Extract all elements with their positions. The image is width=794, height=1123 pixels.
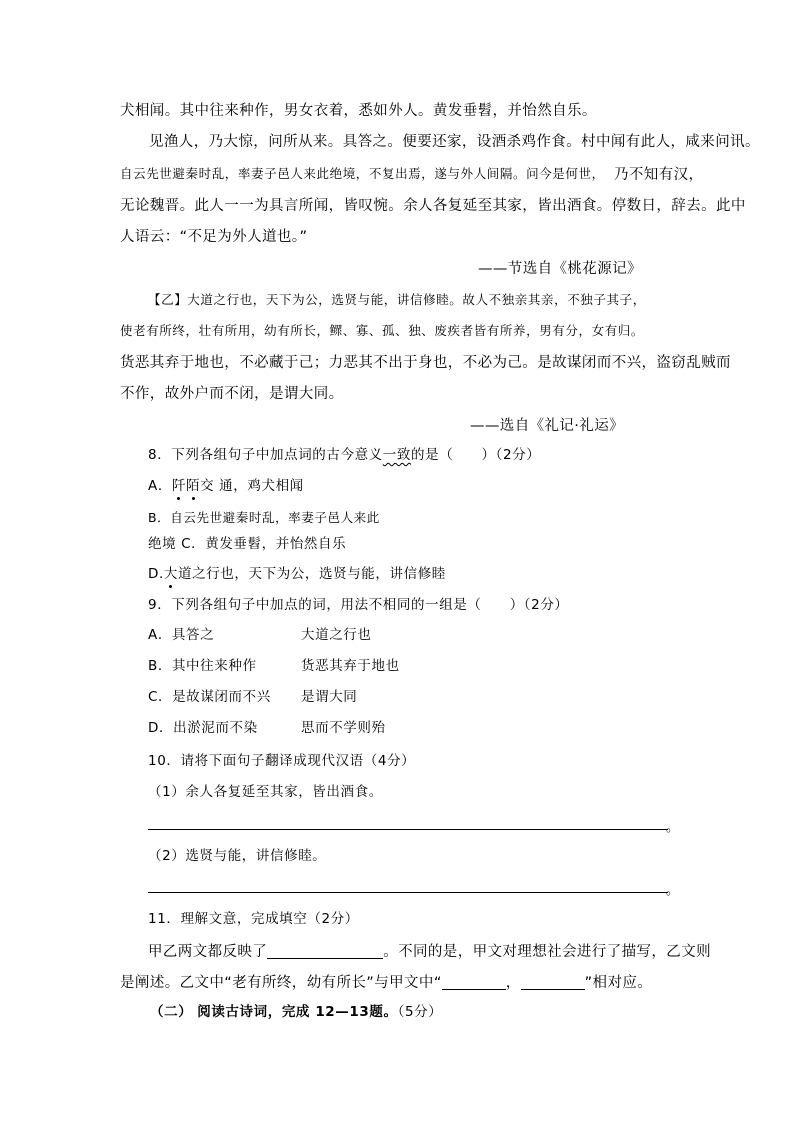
q11-blank-1[interactable] [267,944,383,959]
passage-yi-line-2: 使老有所终，壮有所用，幼有所长，鳏、寡、孤、独、废疾者皆有所养，男有分，女有归。 [120,323,645,338]
q8-option-b-line-2-and-c[interactable]: 绝境 C．黄发垂髫，并怡然自乐 [148,536,347,552]
dotted-char: 大 [163,566,178,582]
q9-option-a-right[interactable]: 大道之行也 [301,627,372,643]
q9-option-d-right[interactable]: 思而不学则殆 [301,720,386,736]
q11-blank-3[interactable] [521,975,585,990]
q10-answer-line-2[interactable] [148,892,668,893]
q9-option-b-right[interactable]: 货恶其弃于地也 [301,658,400,674]
passage-jia-source: ——节选自《桃花源记》 [478,261,642,277]
q8-option-b-line-1[interactable]: B．自云先世避秦时乱，率妻子邑人来此 [148,510,380,525]
passage-jia-line-2: 见渔人，乃大惊，问所从来。具答之。便要还家，设酒杀鸡作食。村中闻有此人，咸来问讯。 [149,134,760,150]
passage-yi-line-3: 货恶其弃于地也，不必藏于己；力恶其不出于身也，不必为己。是故谋闭而不兴，盗窃乱贼而 [120,355,731,371]
q8-option-a[interactable]: A．阡陌交 通，鸡犬相闻 [148,478,304,494]
section-2-heading: （二） 阅读古诗词，完成 12—13题。（5分） [150,1004,443,1020]
passage-jia-line-3b: 乃不知有汉， [614,167,704,183]
q8-option-d[interactable]: D.大道之行也，天下为公，选贤与能，讲信修睦 [148,566,446,582]
q9-option-c-right[interactable]: 是谓大同 [301,689,358,705]
q10-end-mark-1: 。 [666,820,680,835]
q11-line-1: 甲乙两文都反映了 。不同的是，甲文对理想社会进行了描写，乙文则 [148,944,712,960]
q9-stem: 9．下列各组句子中加点的词，用法不相同的一组是（ ）（2分） [148,597,569,613]
passage-yi-line-4: 不作，故外户而不闭，是谓大同。 [120,386,344,402]
dotted-char: 阡 [171,478,187,494]
q8-stem: 8．下列各组句子中加点词的古今意义一致的是（ ）（2分） [148,447,541,463]
q10-end-mark-2: 。 [666,883,680,898]
q10-sentence-1: （1）余人各复延至其家，皆出酒食。 [148,784,383,800]
q11-line-2: 是阐述。乙文中“老有所终，幼有所长”与甲文中“ ， ”相对应。 [120,975,653,991]
q10-sentence-2: （2）选贤与能，讲信修睦。 [148,848,327,864]
q10-answer-line-1[interactable] [148,829,668,830]
passage-yi-source: ——选自《礼记·礼运》 [470,418,625,434]
passage-jia-line-1: 犬相闻。其中往来种作，男女衣着，悉如外人。黄发垂髫，并怡然自乐。 [120,103,597,119]
q9-option-d-left[interactable]: D．出淤泥而不染 [148,720,258,736]
passage-jia-line-5: 人语云：“不足为外人道也。” [120,229,308,245]
passage-jia-line-3a: 自云先世避秦时乱，率妻子邑人来此绝境，不复出焉，遂与外人间隔。问今是何世， [120,166,605,181]
q11-stem: 11．理解文意，完成填空（2分） [148,911,359,927]
q9-option-a-left[interactable]: A．具答之 [148,627,215,643]
passage-yi-line-1: 【乙】大道之行也，天下为公，选贤与能，讲信修睦。故人不独亲其亲，不独子其子， [148,292,646,307]
q9-option-b-left[interactable]: B．其中往来种作 [148,658,257,674]
q8-wavy-keyword: 一致 [382,447,411,463]
q11-blank-2[interactable] [442,975,506,990]
passage-jia-line-4: 无论魏晋。此人一一为具言所闻，皆叹惋。余人各复延至其家，皆出酒食。停数日，辞去。此中 [120,198,746,214]
dotted-char: 陌 [186,478,201,494]
q9-option-c-left[interactable]: C．是故谋闭而不兴 [148,689,271,705]
q10-stem: 10．请将下面句子翻译成现代汉语（4分） [148,753,416,769]
